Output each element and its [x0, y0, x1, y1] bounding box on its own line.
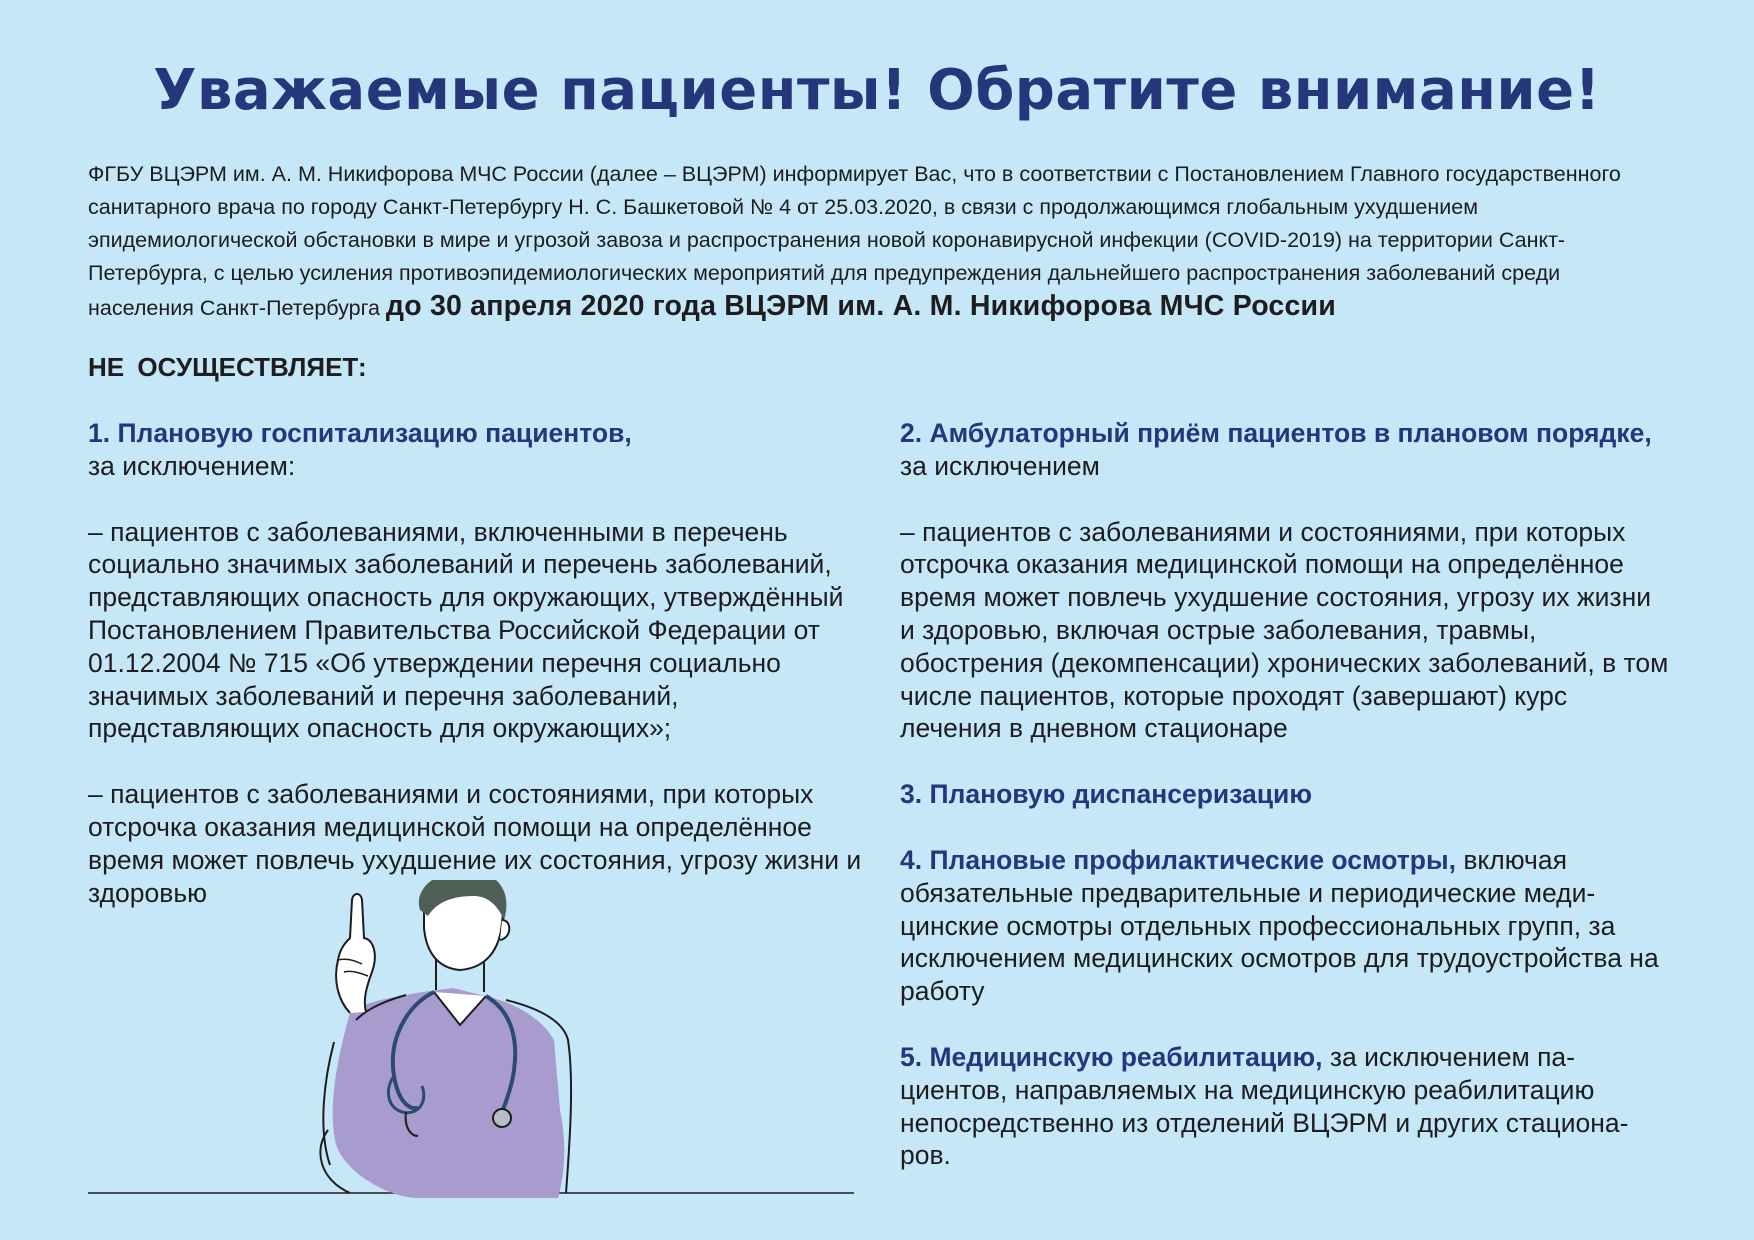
- item-1-bullet-1: – пациентов с заболеваниями, включенными в перечень социально значимых заболеваний и перечень заболеваний, представляющих опасность для окружающих, утверждённый Постановлением Правительства Российской Федерации от 01.12.2004 № 715 «Об утверждении перечня социально значимых заболеваний и перечня заболеваний, представляющих опасность для окружающих»;: [88, 516, 844, 744]
- doctor-raising-finger-icon: [88, 880, 854, 1200]
- item-4: [900, 844, 1670, 1008]
- item-2-tail: за исключением: [900, 450, 1100, 481]
- item-5-heading: 5. Медицинскую реабилитацию,: [900, 1041, 1323, 1072]
- intro-emphasis: до 30 апреля 2020 года ВЦЭРМ им. А. М. Никифорова МЧС России: [385, 290, 1336, 322]
- doctor-illustration: [88, 880, 854, 1200]
- item-5: [900, 1041, 1670, 1172]
- not-provided-label: НЕ ОСУЩЕСТВЛЯЕТ:: [88, 352, 367, 382]
- item-4-heading: 4. Плановые профилактические осмотры,: [900, 844, 1456, 875]
- left-column: [88, 417, 868, 909]
- item-4-tail: включая обязательные предварительные и периодические медицинские осмотры отдельных профессиональных групп, за исключением медицинских осмотров для трудоустройства на работу: [900, 844, 1659, 1007]
- right-column: [900, 417, 1670, 1172]
- item-5-tail: за исключением пациентов, направляемых на медицинскую реабилитацию непосредственно из отделений ВЦЭРМ и других стационаров.: [900, 1041, 1629, 1171]
- item-2-heading: 2. Амбулаторный приём пациентов в плановом порядке,: [900, 418, 1652, 448]
- item-1-heading: 1. Плановую госпитализацию пациентов,: [88, 418, 632, 448]
- item-2: [900, 417, 1670, 745]
- item-1-tail: за исключением:: [88, 450, 296, 481]
- item-2-bullet-1: – пациентов с заболеваниями и состояниями, при которых отсрочка оказания медицинской помощи на определённое время может повлечь ухудшение состояния, угрозу их жизни и здоровью, включая острые заболевания, травмы, обострения (декомпенсации) хронических заболеваний, в том числе пациентов, которые проходят (завершают) курс лечения в дневном стационаре: [900, 516, 1669, 744]
- intro-text: ФГБУ ВЦЭРМ им. А. М. Никифорова МЧС России (далее – ВЦЭРМ) информирует Вас, что в соответствии с Постановлением Главного государственного санитарного врача по городу Санкт-Петербургу Н. С. Башкетовой № 4 от 25.03.2020, в связи с продолжающимся глобальным ухудшением эпидемиологической обстановки в мире и угрозой завоза и распространения новой коронавирусной инфекции (COVID-2019) на территории Санкт-Петербурга, с целью усиления противоэпидемиологических мероприятий для предупреждения дальнейшего распространения заболеваний среди населения Санкт-Петербурга: [88, 162, 1621, 320]
- item-1: [88, 417, 868, 909]
- item-1-bullet-2: – пациентов с заболеваниями и состояниями, при которых отсрочка оказания медицинской помощи на определённое время может повлечь ухудшение их состояния, угрозу жизни и здоровью: [88, 779, 862, 908]
- page-title: Уважаемые пациенты! Обратите внимание!: [153, 58, 1601, 123]
- item-3: [900, 778, 1670, 811]
- intro-paragraph: [88, 158, 1668, 325]
- item-3-heading: 3. Плановую диспансеризацию: [900, 779, 1312, 810]
